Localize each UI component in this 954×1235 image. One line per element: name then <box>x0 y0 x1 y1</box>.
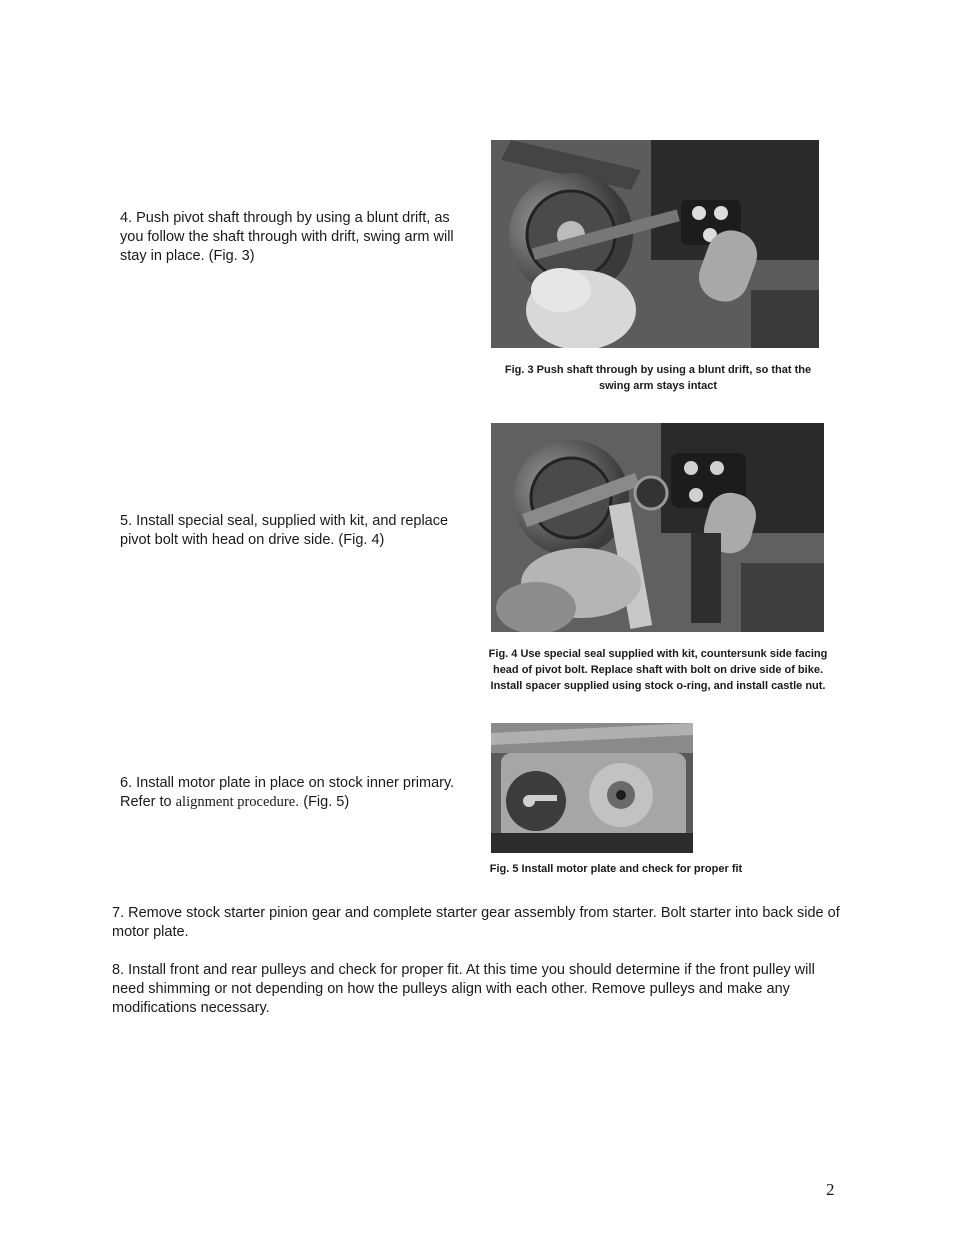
figure-5-image <box>491 723 693 853</box>
figure-4-caption: Fig. 4 Use special seal supplied with kit, countersunk side facing head of pivot bolt. Replace shaft with bolt on drive side of bike. Install spacer supplied using stock o-ring, and install castle nut. <box>488 648 828 692</box>
step-6-text <box>120 774 472 812</box>
figure-5-caption: Fig. 5 Install motor plate and check for proper fit <box>489 863 743 875</box>
alignment-procedure-link[interactable]: alignment procedure <box>175 794 296 810</box>
step-6-text-start: 6. Install motor plate in place on stock inner primary. Refer to <box>120 775 455 810</box>
page-number: 2 <box>826 1180 835 1199</box>
figure-3-photo <box>491 140 819 348</box>
step-7-paragraph: 7. Remove stock starter pinion gear and complete starter gear assembly from starter. Bolt starter into back side of motor plate. <box>112 905 840 940</box>
figure-4-photo <box>491 423 824 632</box>
figure-3-image <box>491 140 819 348</box>
figure-3-caption: Fig. 3 Push shaft through by using a blunt drift, so that the swing arm stays intact <box>504 364 812 392</box>
step-8-paragraph: 8. Install front and rear pulleys and check for proper fit. At this time you should determine if the front pulley will need shimming or not depending on how the pulleys align with each other. Remove pulleys and make any modifications necessary. <box>112 962 815 1016</box>
step-6-text-end: . (Fig. 5) <box>295 794 350 810</box>
figure-5-photo <box>491 723 693 853</box>
figure-4-image <box>491 423 824 632</box>
step-5-text: 5. Install special seal, supplied with kit, and replace pivot bolt with head on drive side. (Fig. 4) <box>120 513 449 548</box>
step-4-text: 4. Push pivot shaft through by using a blunt drift, as you follow the shaft through with drift, swing arm will stay in place. (Fig. 3) <box>120 210 454 264</box>
